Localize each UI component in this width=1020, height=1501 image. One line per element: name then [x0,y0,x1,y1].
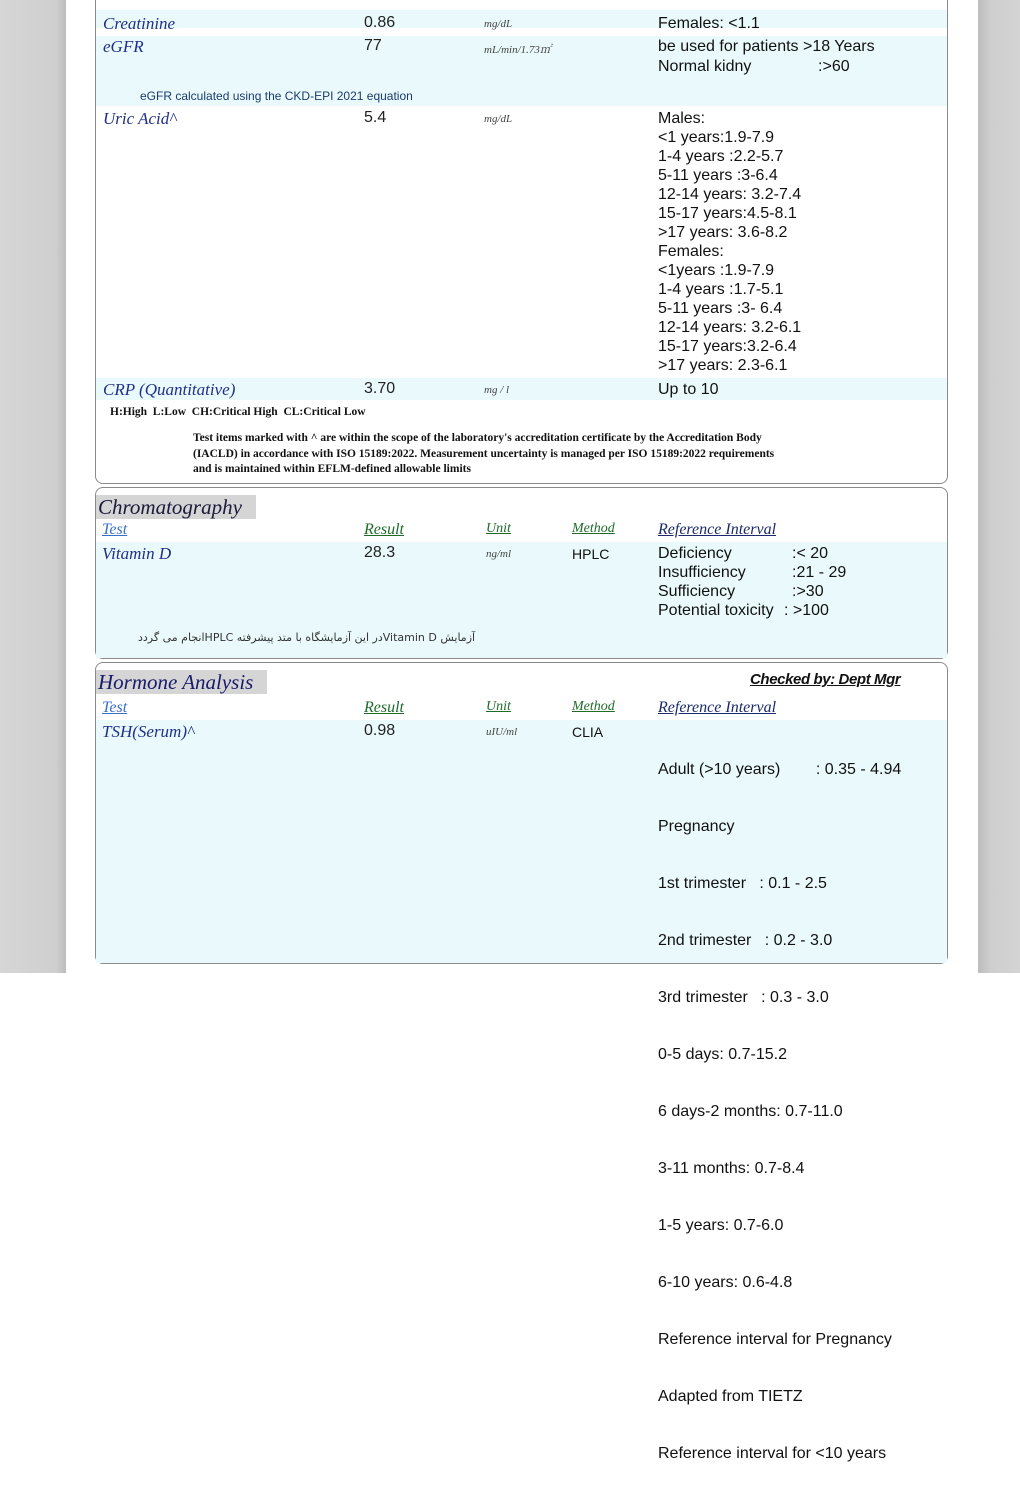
ref-line: >17 years: 2.3-6.1 [658,357,788,374]
hormone-section [95,662,948,1462]
ref-tsh [658,722,901,1501]
ref-line: <1 years:1.9-7.9 [658,129,775,146]
flag-legend: H:High L:Low CH:Critical High CL:Critical Low [110,406,366,418]
unit-uric-acid: mg/dL [484,113,513,125]
ref-line: 3-11 months: 0.7-8.4 [658,1160,805,1177]
ref-line: 5-11 years :3-6.4 [658,167,778,184]
ref-line: 0-5 days: 0.7-15.2 [658,1046,787,1063]
result-tsh: 0.98 [364,722,396,739]
header-reference-interval: Reference Interval [658,699,777,716]
header-test: Test [102,699,128,716]
ref-line: Adult (>10 years) : 0.35 - 4.94 [658,761,902,778]
ref-line: 1-4 years :2.2-5.7 [658,148,784,165]
ref-crp: Up to 10 [658,381,719,398]
test-name-tsh: TSH(Serum)^ [102,722,195,741]
unit-egfr: mL/min/1.73㎡ [484,44,551,56]
row-band-creatinine [96,10,947,28]
ref-value: :>30 [792,583,824,600]
ref-label: Sufficiency [658,583,736,600]
ref-line: 6 days-2 months: 0.7-11.0 [658,1103,843,1120]
header-unit: Unit [486,521,511,536]
test-name-vitamin-d: Vitamin D [102,544,172,563]
unit-crp: mg / l [484,384,510,396]
header-method: Method [572,699,615,714]
header-unit: Unit [486,699,511,714]
result-egfr: 77 [364,37,382,54]
ref-line: Pregnancy [658,818,735,835]
persian-method-note: آزمایش Vitamin Dدر این آزمایشگاه با متد پیشرفته HPLCانجام می گردد [138,631,476,644]
unit-creatinine: mg/dL [484,18,513,30]
ref-line: 12-14 years: 3.2-6.1 [658,319,802,336]
ref-line: Males: [658,110,706,127]
ref-vitamin-d [658,544,847,620]
header-result: Result [364,521,404,538]
method-tsh: CLIA [572,724,604,740]
ref-label: Insufficiency [658,564,746,581]
ref-uric-acid [658,109,801,375]
ref-value: :21 - 29 [792,564,847,581]
ref-line: 1st trimester : 0.1 - 2.5 [658,875,827,892]
section-title-chromatography: Chromatography [96,495,256,519]
result-vitamin-d: 28.3 [364,544,396,561]
ref-value: : >100 [784,602,829,619]
ref-line: 5-11 years :3- 6.4 [658,300,783,317]
chromatography-section [95,487,948,659]
test-name-egfr: eGFR [103,37,144,56]
ref-line: 12-14 years: 3.2-7.4 [658,186,802,203]
result-crp: 3.70 [364,380,396,397]
test-name-uric-acid: Uric Acid^ [103,109,177,128]
ref-line: 3rd trimester : 0.3 - 3.0 [658,989,829,1006]
right-background [978,0,1020,973]
chemistry-section [95,0,948,484]
result-uric-acid: 5.4 [364,109,387,126]
header-test: Test [102,521,128,538]
ref-line: 1-4 years :1.7-5.1 [658,281,784,298]
ref-line: 6-10 years: 0.6-4.8 [658,1274,793,1291]
ref-creatinine: Females: <1.1 [658,15,760,32]
ref-line: 15-17 years:4.5-8.1 [658,205,797,222]
note-line: Test items marked with ^ are within the scope of the laboratory's accreditation certificate by the Accreditation Body [193,432,762,444]
header-reference-interval: Reference Interval [658,521,777,538]
header-result: Result [364,699,404,716]
section-title-hormone-analysis: Hormone Analysis [96,670,267,694]
note-line: and is maintained within EFLM-defined allowable limits [193,463,471,475]
unit-vitamin-d: ng/ml [486,548,512,560]
left-background [0,0,66,973]
ref-line: 1-5 years: 0.7-6.0 [658,1217,784,1234]
ref-line: Reference interval for Pregnancy [658,1331,892,1348]
ref-label: Potential toxicity [658,602,774,619]
ref-line: Reference interval for <10 years [658,1445,887,1462]
test-name-creatinine: Creatinine [103,14,176,33]
header-method: Method [572,521,615,536]
result-creatinine: 0.86 [364,14,396,31]
accreditation-note [193,431,774,478]
ref-line: <1years :1.9-7.9 [658,262,775,279]
ref-line: 2nd trimester : 0.2 - 3.0 [658,932,833,949]
ref-label: Deficiency [658,545,732,562]
ref-line: Females: [658,243,724,260]
ref-value: :< 20 [792,545,829,562]
ref-line: 15-17 years:3.2-6.4 [658,338,797,355]
test-name-crp: CRP (Quantitative) [103,380,236,399]
ref-line: Adapted from TIETZ [658,1388,803,1405]
ref-egfr-line-2: Normal kidny :>60 [658,58,850,75]
method-vitamin-d: HPLC [572,546,610,562]
unit-tsh: uIU/ml [486,726,518,738]
ref-line: >17 years: 3.6-8.2 [658,224,788,241]
note-line: (IACLD) in accordance with ISO 15189:2022. Measurement uncertainty is managed per ISO 15189:2022 requirements [193,447,775,460]
checked-by-label: Checked by: Dept Mgr [750,671,901,688]
ref-egfr-line-1: be used for patients >18 Years [658,38,875,55]
egfr-calculation-note: eGFR calculated using the CKD-EPI 2021 equation [140,89,413,103]
